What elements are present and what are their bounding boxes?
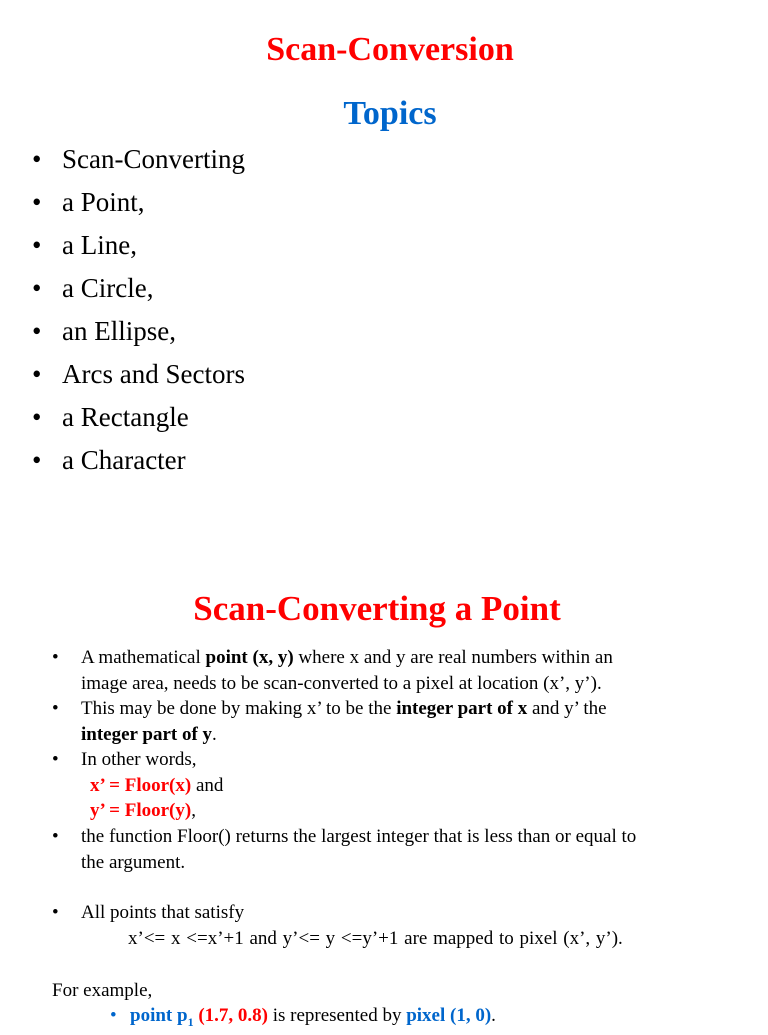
- equation-line: x’ = Floor(x) and: [90, 774, 224, 796]
- bullet-icon: •: [52, 749, 59, 770]
- list-item: • Arcs and Sectors: [32, 353, 245, 396]
- slide-title: Scan-Conversion: [266, 31, 514, 68]
- equation-line: y’ = Floor(y),: [90, 800, 196, 821]
- list-item: • a Rectangle: [32, 396, 245, 439]
- bullet-icon: •: [32, 273, 42, 303]
- list-item: • a Line,: [32, 224, 245, 267]
- bullet-icon: •: [52, 698, 59, 719]
- list-item: • a Character: [32, 439, 245, 482]
- bullet-icon: •: [52, 902, 59, 923]
- paragraph-line: image area, needs to be scan-converted to a pixel at location (x’, y’).: [81, 672, 602, 694]
- section-title: Scan-Converting a Point: [193, 589, 561, 628]
- bullet-icon: •: [32, 230, 42, 260]
- bullet-icon: •: [110, 1005, 117, 1026]
- paragraph-line: A mathematical point (x, y) where x and y are real numbers within an: [81, 647, 613, 668]
- paragraph-line: In other words,: [81, 749, 197, 770]
- paragraph-line: All points that satisfy: [81, 902, 245, 923]
- example-line: point $p_1$ (1.7, 0.8) is represented by pixel (1, 0).: [130, 1005, 496, 1029]
- paragraph-line: integer part of y.: [81, 723, 217, 745]
- inequality-line: x’<= x <=x’+1 and y’<= y <=y’+1 are mapped to pixel (x’, y’).: [128, 928, 623, 949]
- bullet-icon: •: [32, 316, 42, 346]
- topics-list: [32, 138, 245, 482]
- list-item: • an Ellipse,: [32, 310, 245, 353]
- bullet-icon: •: [32, 187, 42, 217]
- bullet-icon: •: [52, 826, 59, 847]
- bullet-icon: •: [32, 445, 42, 475]
- paragraph-line: the function Floor() returns the largest integer that is less than or equal to: [81, 826, 637, 847]
- list-item: • Scan-Converting: [32, 138, 245, 181]
- paragraph-line: This may be done by making x’ to be the integer part of x and y’ the: [81, 698, 607, 719]
- topics-heading: Topics: [343, 95, 437, 132]
- paragraph-line: the argument.: [81, 851, 186, 873]
- bullet-icon: •: [32, 402, 42, 432]
- bullet-icon: •: [52, 647, 59, 668]
- list-item: • a Circle,: [32, 267, 245, 310]
- bullet-icon: •: [32, 144, 42, 174]
- bullet-icon: •: [32, 359, 42, 389]
- example-label: For example,: [52, 980, 153, 1001]
- list-item: • a Point,: [32, 181, 245, 224]
